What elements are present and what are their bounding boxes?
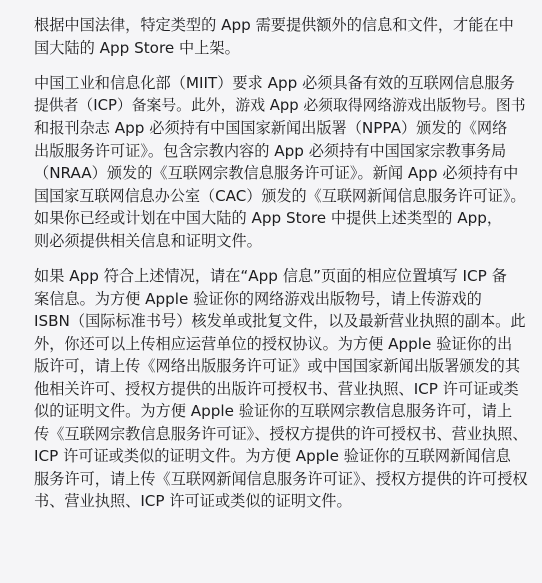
text-line: 书、营业执照、ICP 许可证或类似的证明文件。 <box>34 492 352 510</box>
text-line: 版许可，请上传《网络出版服务许可证》或中国国家新闻出版署颁发的其 <box>34 357 520 375</box>
text-line: （NRAA）颁发的《互联网宗教信息服务许可证》。新闻 App 必须持有中 <box>34 164 519 182</box>
paragraph-requirements <box>34 72 528 252</box>
text-line: 如果 App 符合上述情况，请在“App 信息”页面的相应位置填写 ICP 备 <box>34 267 507 285</box>
text-line: 传《互联网宗教信息服务许可证》、授权方提供的许可授权书、营业执照、 <box>34 424 528 443</box>
paragraph-intro <box>34 14 528 59</box>
text-line: 根据中国法律，特定类型的 App 需要提供额外的信息和文件，才能在中 <box>34 16 514 34</box>
text-line: 国大陆的 App Store 中上架。 <box>34 38 240 57</box>
text-line: 则必须提供相关信息和证明文件。 <box>34 231 262 250</box>
text-line: ISBN（国际标准书号）核发单或批复文件，以及最新营业执照的副本。此 <box>34 312 526 330</box>
text-line: 如果你已经或计划在中国大陆的 App Store 中提供上述类型的 App， <box>34 209 503 227</box>
document-body <box>34 14 528 526</box>
text-line: 国国家互联网信息办公室（CAC）颁发的《互联网新闻信息服务许可证》。 <box>34 186 526 205</box>
text-line: 中国工业和信息化部（MIIT）要求 App 必须具备有效的互联网信息服务 <box>34 74 515 92</box>
text-line: 和报刊杂志 App 必须持有中国国家新闻出版署（NPPA）颁发的《网络 <box>34 119 508 137</box>
text-line: 提供者（ICP）备案号。此外，游戏 App 必须取得网络游戏出版物号。图书 <box>34 96 526 114</box>
text-line: 外，你还可以上传相应运营单位的授权协议。为方便 Apple 验证你的出 <box>34 334 513 353</box>
text-line: 似的证明文件。为方便 Apple 验证你的互联网宗教信息服务许可，请上 <box>34 402 513 420</box>
text-line: 出版服务许可证》。包含宗教内容的 App 必须持有中国国家宗教事务局 <box>34 141 507 160</box>
text-line: 案信息。为方便 Apple 验证你的网络游戏出版物号，请上传游戏的 <box>34 289 482 308</box>
text-line: 他相关许可、授权方提供的出版许可授权书、营业执照、ICP 许可证或类 <box>34 379 519 398</box>
text-line: ICP 许可证或类似的证明文件。为方便 Apple 验证你的互联网新闻信息 <box>34 447 511 465</box>
text-line: 服务许可，请上传《互联网新闻信息服务许可证》、授权方提供的许可授权 <box>34 469 528 488</box>
paragraph-instructions <box>34 265 528 513</box>
